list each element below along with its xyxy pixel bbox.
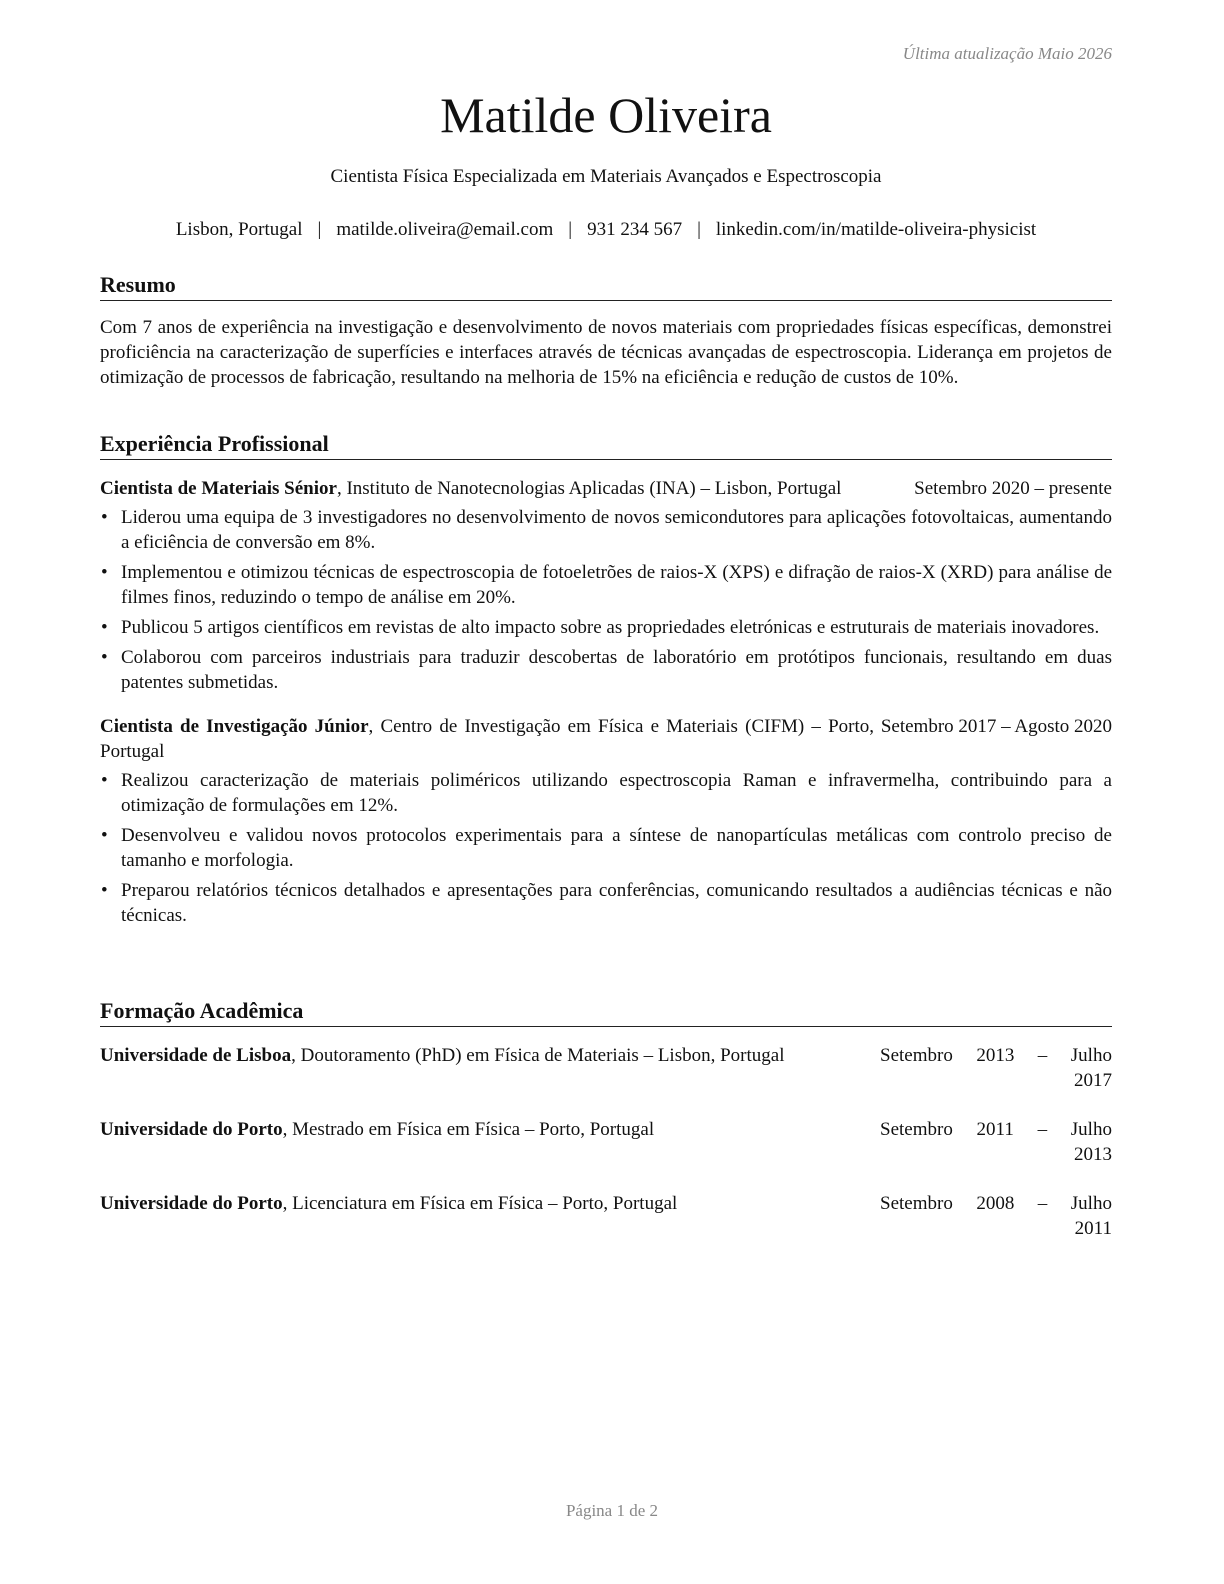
job-dates: Setembro 2020 – presente: [914, 478, 1112, 499]
summary-section: [100, 271, 1112, 390]
job-role: Cientista de Materiais Sénior: [100, 478, 337, 499]
education-dates: [880, 1191, 1112, 1241]
list-item: • Realizou caracterização de materiais poliméricos utilizando espectroscopia Raman e infravermelha, contribuindo para a otimização de formulações em 12%.: [100, 768, 1112, 818]
date-dash: –: [1037, 1045, 1048, 1066]
list-item: • Liderou uma equipa de 3 investigadores no desenvolvimento de novos semicondutores para aplicações fotovoltaicas, aumentando a eficiência de conversão em 8%.: [100, 505, 1112, 555]
education-dates: [880, 1043, 1112, 1093]
start-month: Setembro: [880, 1119, 953, 1140]
job-entry: [100, 714, 1112, 928]
job-role: Cientista de Investigação Júnior: [100, 716, 369, 737]
education-dates: [880, 1117, 1112, 1167]
end-month: Julho: [1070, 1119, 1112, 1140]
education-degree-line: [100, 1117, 880, 1167]
job-title-line: [100, 714, 874, 764]
education-entry: [100, 1043, 1112, 1093]
job-header: [100, 476, 1112, 501]
start-year: 2013: [976, 1045, 1015, 1066]
section-title: Resumo: [100, 271, 1112, 301]
last-updated: Última atualização Maio 2026: [902, 44, 1112, 63]
start-year: 2008: [976, 1193, 1015, 1214]
list-item: • Preparou relatórios técnicos detalhados e apresentações para conferências, comunicando resultados a audiências técnicas e não técnicas.: [100, 878, 1112, 928]
contact-line: [100, 219, 1112, 241]
end-month: Julho: [1070, 1193, 1112, 1214]
job-entry: [100, 476, 1112, 695]
job-bullets: [100, 768, 1112, 928]
section-title: Experiência Profissional: [100, 430, 1112, 460]
education-entry: [100, 1117, 1112, 1167]
end-year: 2011: [1074, 1218, 1112, 1239]
education-degree: , Licenciatura em Física em Física – Porto, Portugal: [282, 1193, 678, 1214]
start-month: Setembro: [880, 1045, 953, 1066]
contact-email[interactable]: matilde.oliveira@email.com: [336, 219, 554, 240]
start-month: Setembro: [880, 1193, 953, 1214]
end-month: Julho: [1070, 1045, 1112, 1066]
experience-section: [100, 430, 1112, 933]
education-school: Universidade do Porto: [100, 1193, 283, 1214]
contact-separator: |: [568, 219, 573, 240]
tagline: Cientista Física Especializada em Materiais Avançados e Espectroscopia: [330, 166, 882, 187]
start-year: 2011: [976, 1119, 1014, 1140]
list-item: • Colaborou com parceiros industriais para traduzir descobertas de laboratório em protótipos funcionais, resultando em duas patentes submetidas.: [100, 645, 1112, 695]
education-degree: , Mestrado em Física em Física – Porto, Portugal: [282, 1119, 655, 1140]
person-name: Matilde Oliveira: [440, 87, 772, 143]
job-title-line: [100, 476, 908, 501]
job-dates: Setembro 2017 – Agosto 2020: [880, 716, 1112, 737]
resume-page: [100, 0, 1112, 1584]
contact-separator: |: [697, 219, 701, 240]
contact-separator: |: [317, 219, 322, 240]
date-dash: –: [1037, 1193, 1048, 1214]
education-school: Universidade do Porto: [100, 1119, 283, 1140]
education-degree: , Doutoramento (PhD) em Física de Materiais – Lisbon, Portugal: [291, 1045, 785, 1066]
contact-phone: 931 234 567: [587, 219, 683, 240]
education-entry: [100, 1191, 1112, 1241]
list-item: • Publicou 5 artigos científicos em revistas de alto impacto sobre as propriedades eletrónicas e estruturais de materiais inovadores.: [100, 615, 1112, 640]
education-section: [100, 997, 1112, 1241]
section-title: Formação Acadêmica: [100, 997, 1112, 1027]
education-school: Universidade de Lisboa: [100, 1045, 292, 1066]
page-number: Página 1 de 2: [565, 1501, 659, 1520]
job-bullets: [100, 505, 1112, 695]
job-header: [100, 714, 1112, 764]
education-degree-line: [100, 1043, 880, 1093]
summary-text: Com 7 anos de experiência na investigação e desenvolvimento de novos materiais com propriedades físicas específicas, demonstrei proficiência na caracterização de superfícies e interfaces através de técnicas avançadas de espectroscopia. Liderança em projetos de otimização de processos de fabricação, resultando na melhoria de 15% na eficiência e redução de custos de 10%.: [100, 317, 1112, 388]
job-org: , Instituto de Nanotecnologias Aplicadas (INA) – Lisbon, Portugal: [336, 478, 842, 499]
contact-location: Lisbon, Portugal: [175, 219, 303, 240]
list-item: • Implementou e otimizou técnicas de espectroscopia de fotoeletrões de raios-X (XPS) e difração de raios-X (XRD) para análise de filmes finos, reduzindo o tempo de análise em 20%.: [100, 560, 1112, 610]
end-year: 2013: [1073, 1144, 1112, 1165]
list-item: • Desenvolveu e validou novos protocolos experimentais para a síntese de nanopartículas metálicas com controlo preciso de tamanho e morfologia.: [100, 823, 1112, 873]
education-degree-line: [100, 1191, 880, 1241]
date-dash: –: [1037, 1119, 1048, 1140]
end-year: 2017: [1073, 1070, 1112, 1091]
job-org: , Centro de Investigação em Física e Materiais (CIFM) – Porto, Portugal: [100, 716, 874, 762]
contact-linkedin[interactable]: linkedin.com/in/matilde-oliveira-physicist: [715, 219, 1037, 240]
